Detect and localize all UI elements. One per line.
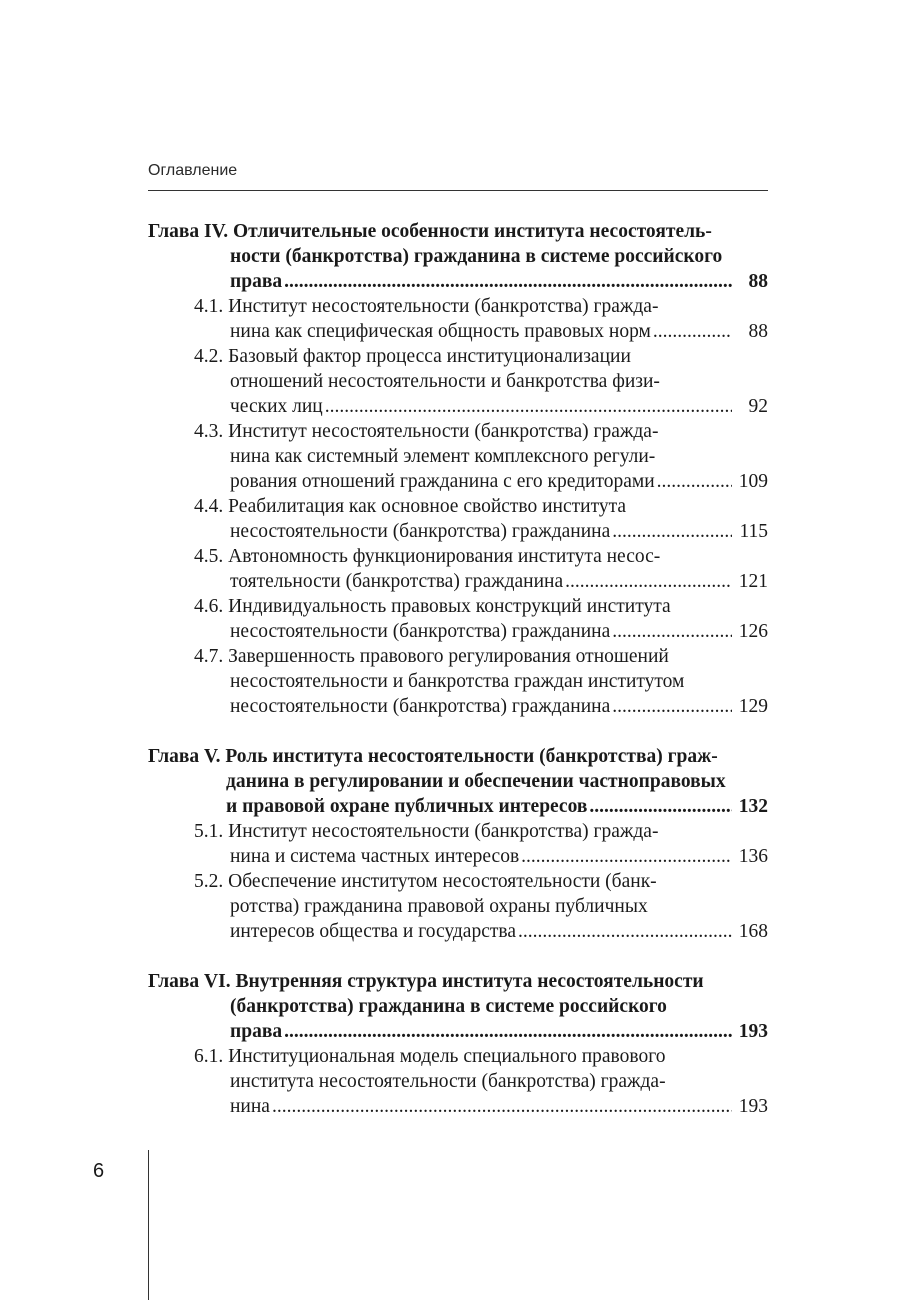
section-page-number: 115 — [739, 521, 768, 542]
section-title-line: несостоятельности (банкротства) гражданина — [230, 621, 611, 642]
section-entry[interactable] — [148, 869, 768, 944]
section-page-number: 136 — [738, 846, 768, 867]
section-entry[interactable] — [148, 1044, 768, 1119]
section-title-line: 5.1. Институт несостоятельности (банкротства) гражда- — [194, 821, 659, 842]
chapter-title-line: (банкротства) гражданина в системе российского — [230, 996, 667, 1017]
section-entry[interactable] — [148, 544, 768, 594]
margin-rule — [148, 1150, 149, 1300]
section-title-line: 4.7. Завершенность правового регулирования отношений — [194, 646, 669, 667]
chapter-title-line: права — [230, 271, 283, 292]
dot-leader — [272, 1094, 732, 1119]
chapter-spacer — [148, 719, 768, 744]
chapter-title-line: права — [230, 1021, 283, 1042]
header-rule — [148, 190, 768, 191]
section-title-line: 4.5. Автономность функционирования института несос- — [194, 546, 661, 567]
dot-leader — [565, 569, 732, 594]
section-title-line: 6.1. Институциональная модель специального правового — [194, 1046, 666, 1067]
chapter-title-line: и правовой охране публичных интересов — [226, 796, 588, 817]
section-title-line: нина — [230, 1096, 270, 1117]
section-page-number: 193 — [738, 1096, 768, 1117]
section-page-number: 109 — [738, 471, 768, 492]
section-entry[interactable] — [148, 294, 768, 344]
chapter-title-line: данина в регулировании и обеспечении частноправовых — [226, 771, 726, 792]
section-title-line: тоятельности (банкротства) гражданина — [230, 571, 564, 592]
section-title-line: интересов общества и государства — [230, 921, 516, 942]
section-title-line: несостоятельности и банкротства граждан институтом — [230, 671, 685, 692]
section-title-line: ротства) гражданина правовой охраны публичных — [230, 896, 648, 917]
chapter-entry[interactable] — [148, 969, 768, 1044]
dot-leader — [612, 519, 732, 544]
section-page-number: 92 — [748, 396, 768, 417]
chapter-title-line: ности (банкротства) гражданина в системе российского — [230, 246, 723, 267]
chapter-page-number: 132 — [738, 796, 768, 817]
section-title-line: 4.1. Институт несостоятельности (банкротства) гражда- — [194, 296, 659, 317]
chapter-entry[interactable] — [148, 744, 768, 819]
section-title-line: несостоятельности (банкротства) гражданина — [230, 521, 611, 542]
dot-leader — [589, 794, 732, 819]
section-entry[interactable] — [148, 644, 768, 719]
section-title-line: рования отношений гражданина с его кредиторами — [230, 471, 655, 492]
dot-leader — [612, 694, 732, 719]
chapter-page-number: 88 — [748, 271, 768, 292]
section-entry[interactable] — [148, 419, 768, 494]
section-title-line: нина как системный элемент комплексного регули- — [230, 446, 656, 467]
dot-leader — [612, 619, 732, 644]
chapter-title-line: Глава IV. Отличительные особенности института несостоятель- — [148, 221, 712, 242]
section-title-line: ческих лиц — [230, 396, 323, 417]
section-title-line: 4.6. Индивидуальность правовых конструкций института — [194, 596, 671, 617]
dot-leader — [653, 319, 732, 344]
section-entry[interactable] — [148, 819, 768, 869]
section-page-number: 121 — [738, 571, 768, 592]
section-page-number: 129 — [738, 696, 768, 717]
section-title-line: нина как специфическая общность правовых норм — [230, 321, 651, 342]
section-page-number: 88 — [748, 321, 768, 342]
section-entry[interactable] — [148, 344, 768, 419]
table-of-contents — [148, 219, 768, 1119]
section-title-line: отношений несостоятельности и банкротства физи- — [230, 371, 660, 392]
dot-leader — [325, 394, 732, 419]
section-title-line: 4.4. Реабилитация как основное свойство института — [194, 496, 627, 517]
section-page-number: 168 — [738, 921, 768, 942]
section-title-line: 5.2. Обеспечение институтом несостоятельности (банк- — [194, 871, 657, 892]
dot-leader — [521, 844, 732, 869]
page-number: 6 — [93, 1160, 105, 1182]
chapter-page-number: 193 — [738, 1021, 768, 1042]
dot-leader — [284, 269, 732, 294]
chapter-title-line: Глава V. Роль института несостоятельности (банкротства) граж- — [148, 746, 718, 767]
section-title-line: института несостоятельности (банкротства) гражда- — [230, 1071, 666, 1092]
section-entry[interactable] — [148, 494, 768, 544]
chapter-spacer — [148, 944, 768, 969]
section-page-number: 126 — [738, 621, 768, 642]
dot-leader — [657, 469, 732, 494]
dot-leader — [284, 1019, 732, 1044]
section-title-line: 4.2. Базовый фактор процесса институционализации — [194, 346, 631, 367]
chapter-entry[interactable] — [148, 219, 768, 294]
section-entry[interactable] — [148, 594, 768, 644]
section-title-line: несостоятельности (банкротства) гражданина — [230, 696, 611, 717]
dot-leader — [518, 919, 732, 944]
section-title-line: нина и система частных интересов — [230, 846, 520, 867]
section-title-line: 4.3. Институт несостоятельности (банкротства) гражда- — [194, 421, 659, 442]
chapter-title-line: Глава VI. Внутренняя структура института несостоятельности — [148, 971, 704, 992]
running-head: Оглавление — [148, 162, 238, 179]
